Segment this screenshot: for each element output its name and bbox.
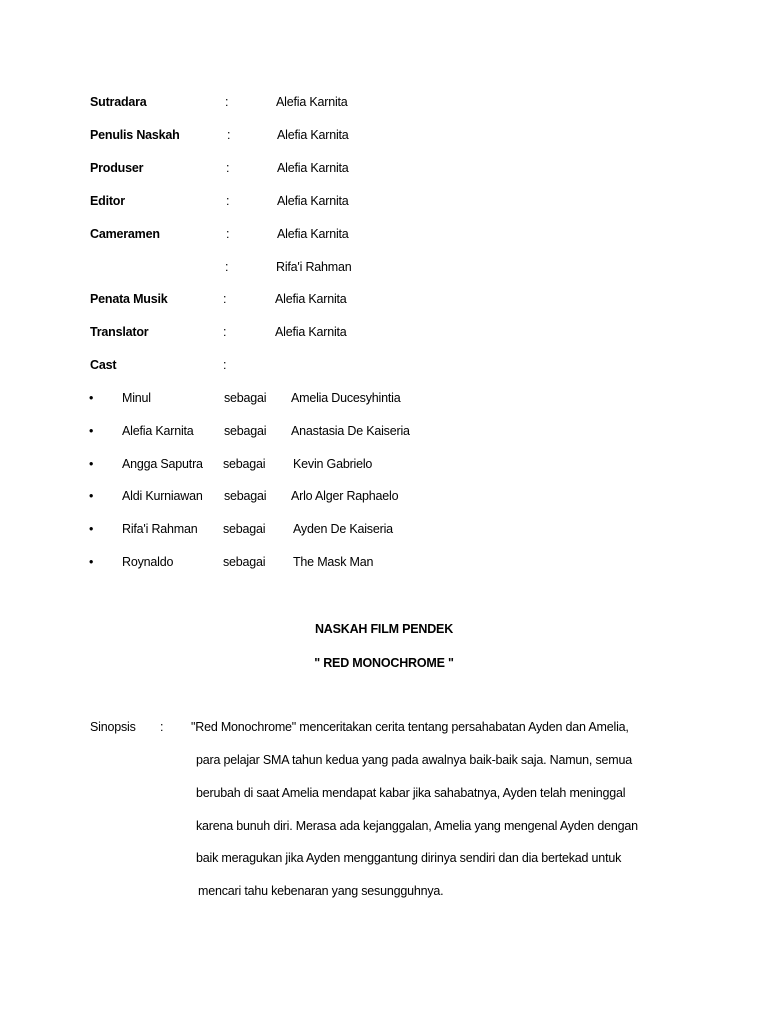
cast-sebagai: sebagai <box>224 391 267 405</box>
credit-role: Produser <box>90 161 144 175</box>
bullet-icon: • <box>89 522 94 536</box>
script-heading: NASKAH FILM PENDEK <box>314 622 454 636</box>
credit-separator: : <box>223 292 227 306</box>
cast-character: Arlo Alger Raphaelo <box>291 489 399 503</box>
credit-separator: : <box>226 227 230 241</box>
credit-role: Penata Musik <box>90 292 168 306</box>
credit-separator: : <box>223 358 227 372</box>
cast-actor: Roynaldo <box>122 555 174 569</box>
synopsis-separator: : <box>160 720 164 734</box>
bullet-icon: • <box>89 457 94 471</box>
credit-role: Translator <box>90 325 149 339</box>
cast-sebagai: sebagai <box>223 457 266 471</box>
cast-character: Kevin Gabrielo <box>293 457 373 471</box>
credit-name: Alefia Karnita <box>275 292 347 306</box>
cast-actor: Rifa'i Rahman <box>122 522 198 536</box>
cast-character: The Mask Man <box>293 555 374 569</box>
cast-actor: Minul <box>122 391 151 405</box>
cast-sebagai: sebagai <box>224 489 267 503</box>
cast-actor: Angga Saputra <box>122 457 203 471</box>
cast-sebagai: sebagai <box>223 522 266 536</box>
synopsis-line: berubah di saat Amelia mendapat kabar jika sahabatnya, Ayden telah meninggal <box>196 786 626 800</box>
synopsis-line: mencari tahu kebenaran yang sesungguhnya. <box>198 884 444 898</box>
synopsis-line: para pelajar SMA tahun kedua yang pada awalnya baik-baik saja. Namun, semua <box>196 753 632 767</box>
bullet-icon: • <box>89 489 94 503</box>
credit-name: Alefia Karnita <box>277 128 349 142</box>
credit-name: Alefia Karnita <box>277 194 349 208</box>
credit-name: Rifa'i Rahman <box>276 260 352 274</box>
credit-name: Alefia Karnita <box>276 95 348 109</box>
cast-character: Ayden De Kaiseria <box>293 522 393 536</box>
credit-separator: : <box>226 194 230 208</box>
bullet-icon: • <box>89 391 94 405</box>
cast-sebagai: sebagai <box>224 424 267 438</box>
credit-separator: : <box>226 161 230 175</box>
credit-role: Cameramen <box>90 227 160 241</box>
credit-name: Alefia Karnita <box>275 325 347 339</box>
cast-sebagai: sebagai <box>223 555 266 569</box>
cast-character: Anastasia De Kaiseria <box>291 424 410 438</box>
synopsis-line: "Red Monochrome" menceritakan cerita tentang persahabatan Ayden dan Amelia, <box>191 720 629 734</box>
credit-separator: : <box>225 95 229 109</box>
credit-role: Cast <box>90 358 117 372</box>
credit-name: Alefia Karnita <box>277 161 349 175</box>
cast-actor: Alefia Karnita <box>122 424 194 438</box>
synopsis-line: baik meragukan jika Ayden menggantung dirinya sendiri dan dia bertekad untuk <box>196 851 622 865</box>
credit-role: Sutradara <box>90 95 147 109</box>
cast-actor: Aldi Kurniawan <box>122 489 203 503</box>
credit-separator: : <box>227 128 231 142</box>
credit-role: Penulis Naskah <box>90 128 180 142</box>
bullet-icon: • <box>89 424 94 438</box>
cast-character: Amelia Ducesyhintia <box>291 391 401 405</box>
credit-name: Alefia Karnita <box>277 227 349 241</box>
film-title: " RED MONOCHROME " <box>314 656 454 670</box>
synopsis-label: Sinopsis <box>90 720 136 734</box>
synopsis-line: karena bunuh diri. Merasa ada kejanggalan, Amelia yang mengenal Ayden dengan <box>196 819 638 833</box>
credit-separator: : <box>223 325 227 339</box>
bullet-icon: • <box>89 555 94 569</box>
credit-role: Editor <box>90 194 125 208</box>
credit-separator: : <box>225 260 229 274</box>
